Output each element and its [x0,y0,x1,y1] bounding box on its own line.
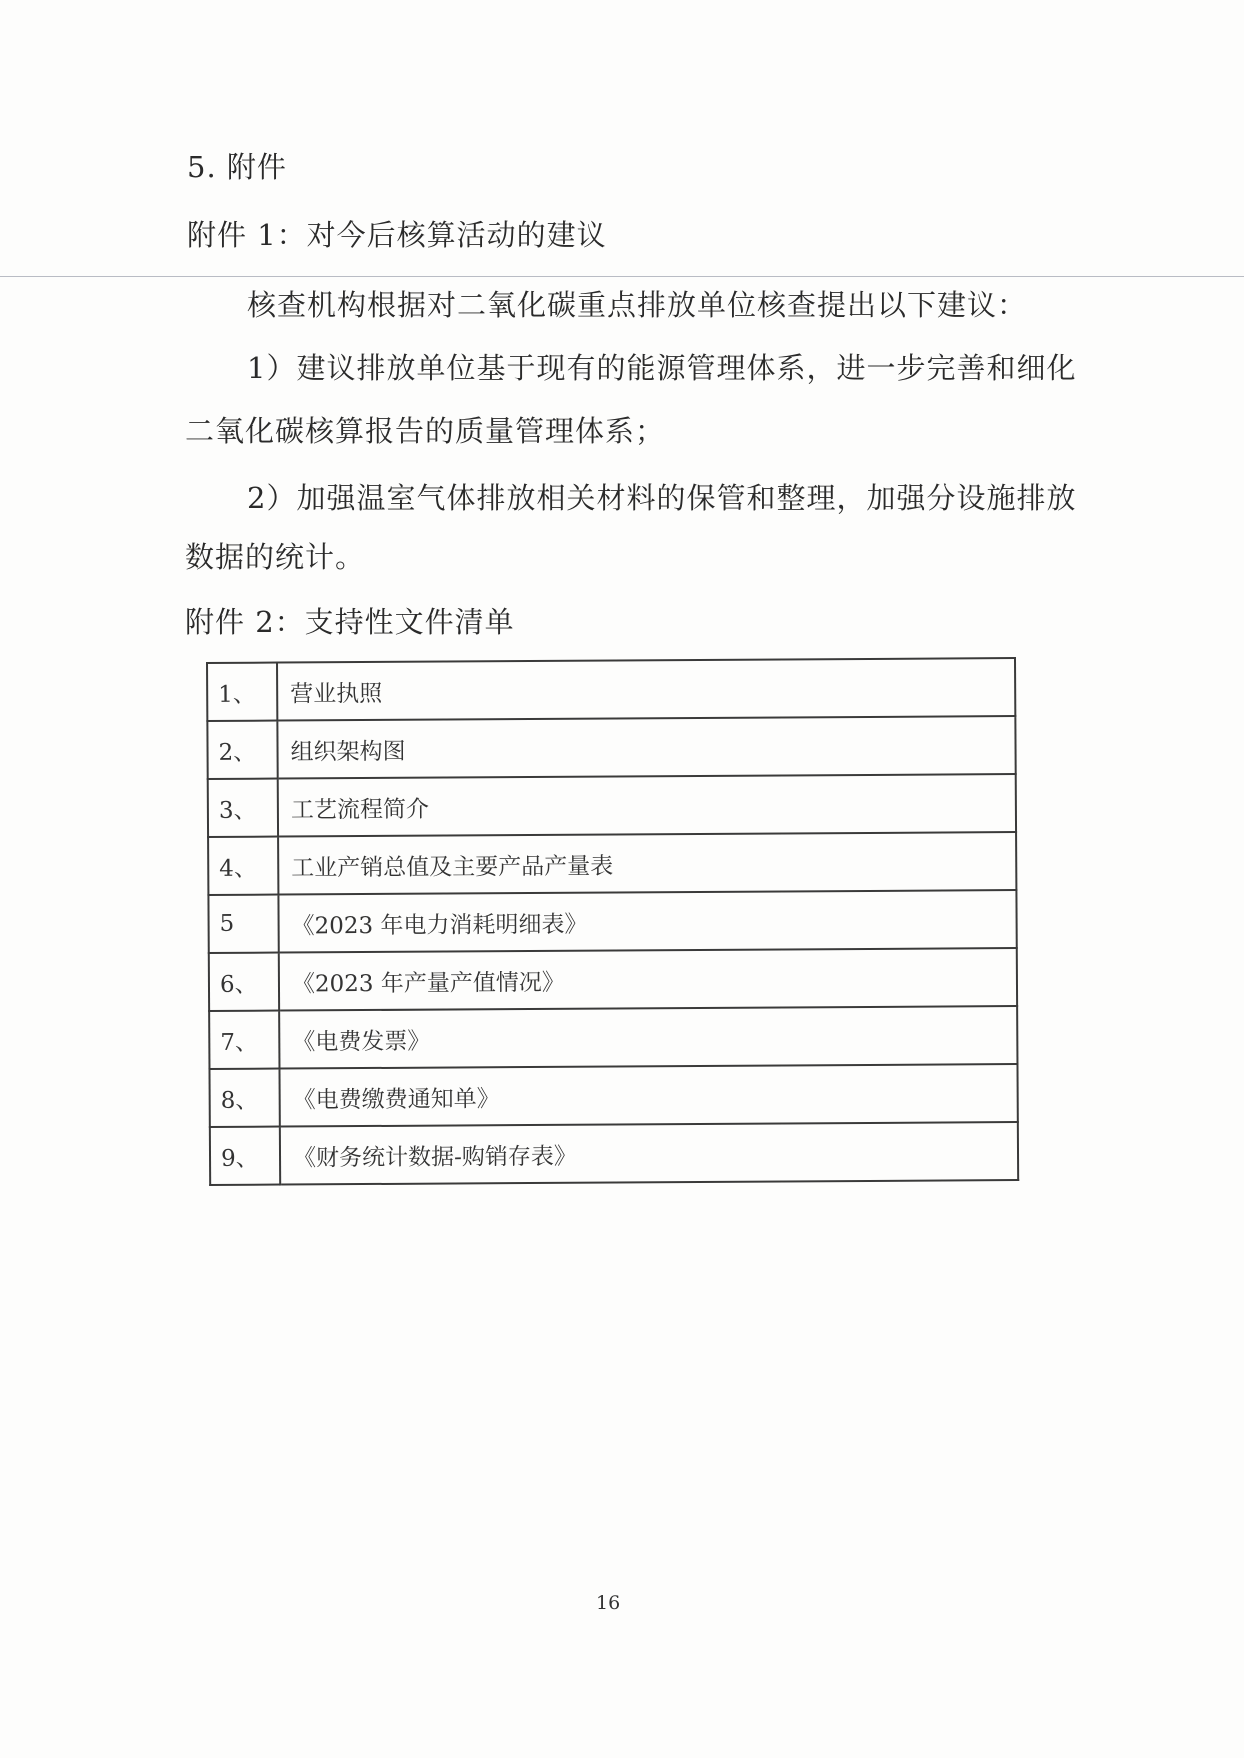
row-number: 3、 [208,779,278,837]
table-row [208,774,1016,837]
document-name: 《财务统计数据-购销存表》 [280,1122,1018,1185]
table-row [209,1006,1017,1069]
table-row [209,948,1017,1011]
document-name: 《2023 年产量产值情况》 [279,948,1017,1011]
row-number: 4、 [208,837,278,895]
row-number: 9、 [210,1127,280,1185]
appendix1-title: 附件 1：对今后核算活动的建议 [187,218,607,252]
row-number: 6、 [209,953,279,1011]
document-name: 《电费发票》 [279,1006,1017,1069]
scan-artifact-line [0,276,1244,277]
document-name: 工艺流程简介 [278,774,1016,837]
document-name: 《2023 年电力消耗明细表》 [278,890,1016,953]
row-number: 7、 [209,1011,279,1069]
appendix1-item1-line1: 1）建议排放单位基于现有的能源管理体系，进一步完善和细化 [247,351,1077,385]
table-row [208,890,1016,953]
table-row [209,1064,1017,1127]
table-row [207,716,1015,779]
appendix1-item2-line1: 2）加强温室气体排放相关材料的保管和整理，加强分设施排放 [247,481,1077,515]
document-name: 营业执照 [277,658,1015,721]
appendix2-title: 附件 2：支持性文件清单 [185,605,515,639]
document-name: 组织架构图 [277,716,1015,779]
row-number: 1、 [207,663,277,721]
appendix1-item1-line2: 二氧化碳核算报告的质量管理体系； [185,414,666,448]
appendix1-item2-line2: 数据的统计。 [185,540,366,574]
section-title: 5. 附件 [187,150,287,184]
page-number: 16 [596,1592,621,1614]
row-number: 8、 [209,1069,279,1127]
supporting-documents-table [206,657,1019,1186]
document-name: 《电费缴费通知单》 [279,1064,1017,1127]
table-row [210,1122,1018,1185]
row-number: 2、 [207,721,277,779]
row-number: 5 [208,895,278,953]
document-name: 工业产销总值及主要产品产量表 [278,832,1016,895]
table-row [208,832,1016,895]
appendix1-intro: 核查机构根据对二氧化碳重点排放单位核查提出以下建议： [247,288,1028,322]
table-row [207,658,1015,721]
